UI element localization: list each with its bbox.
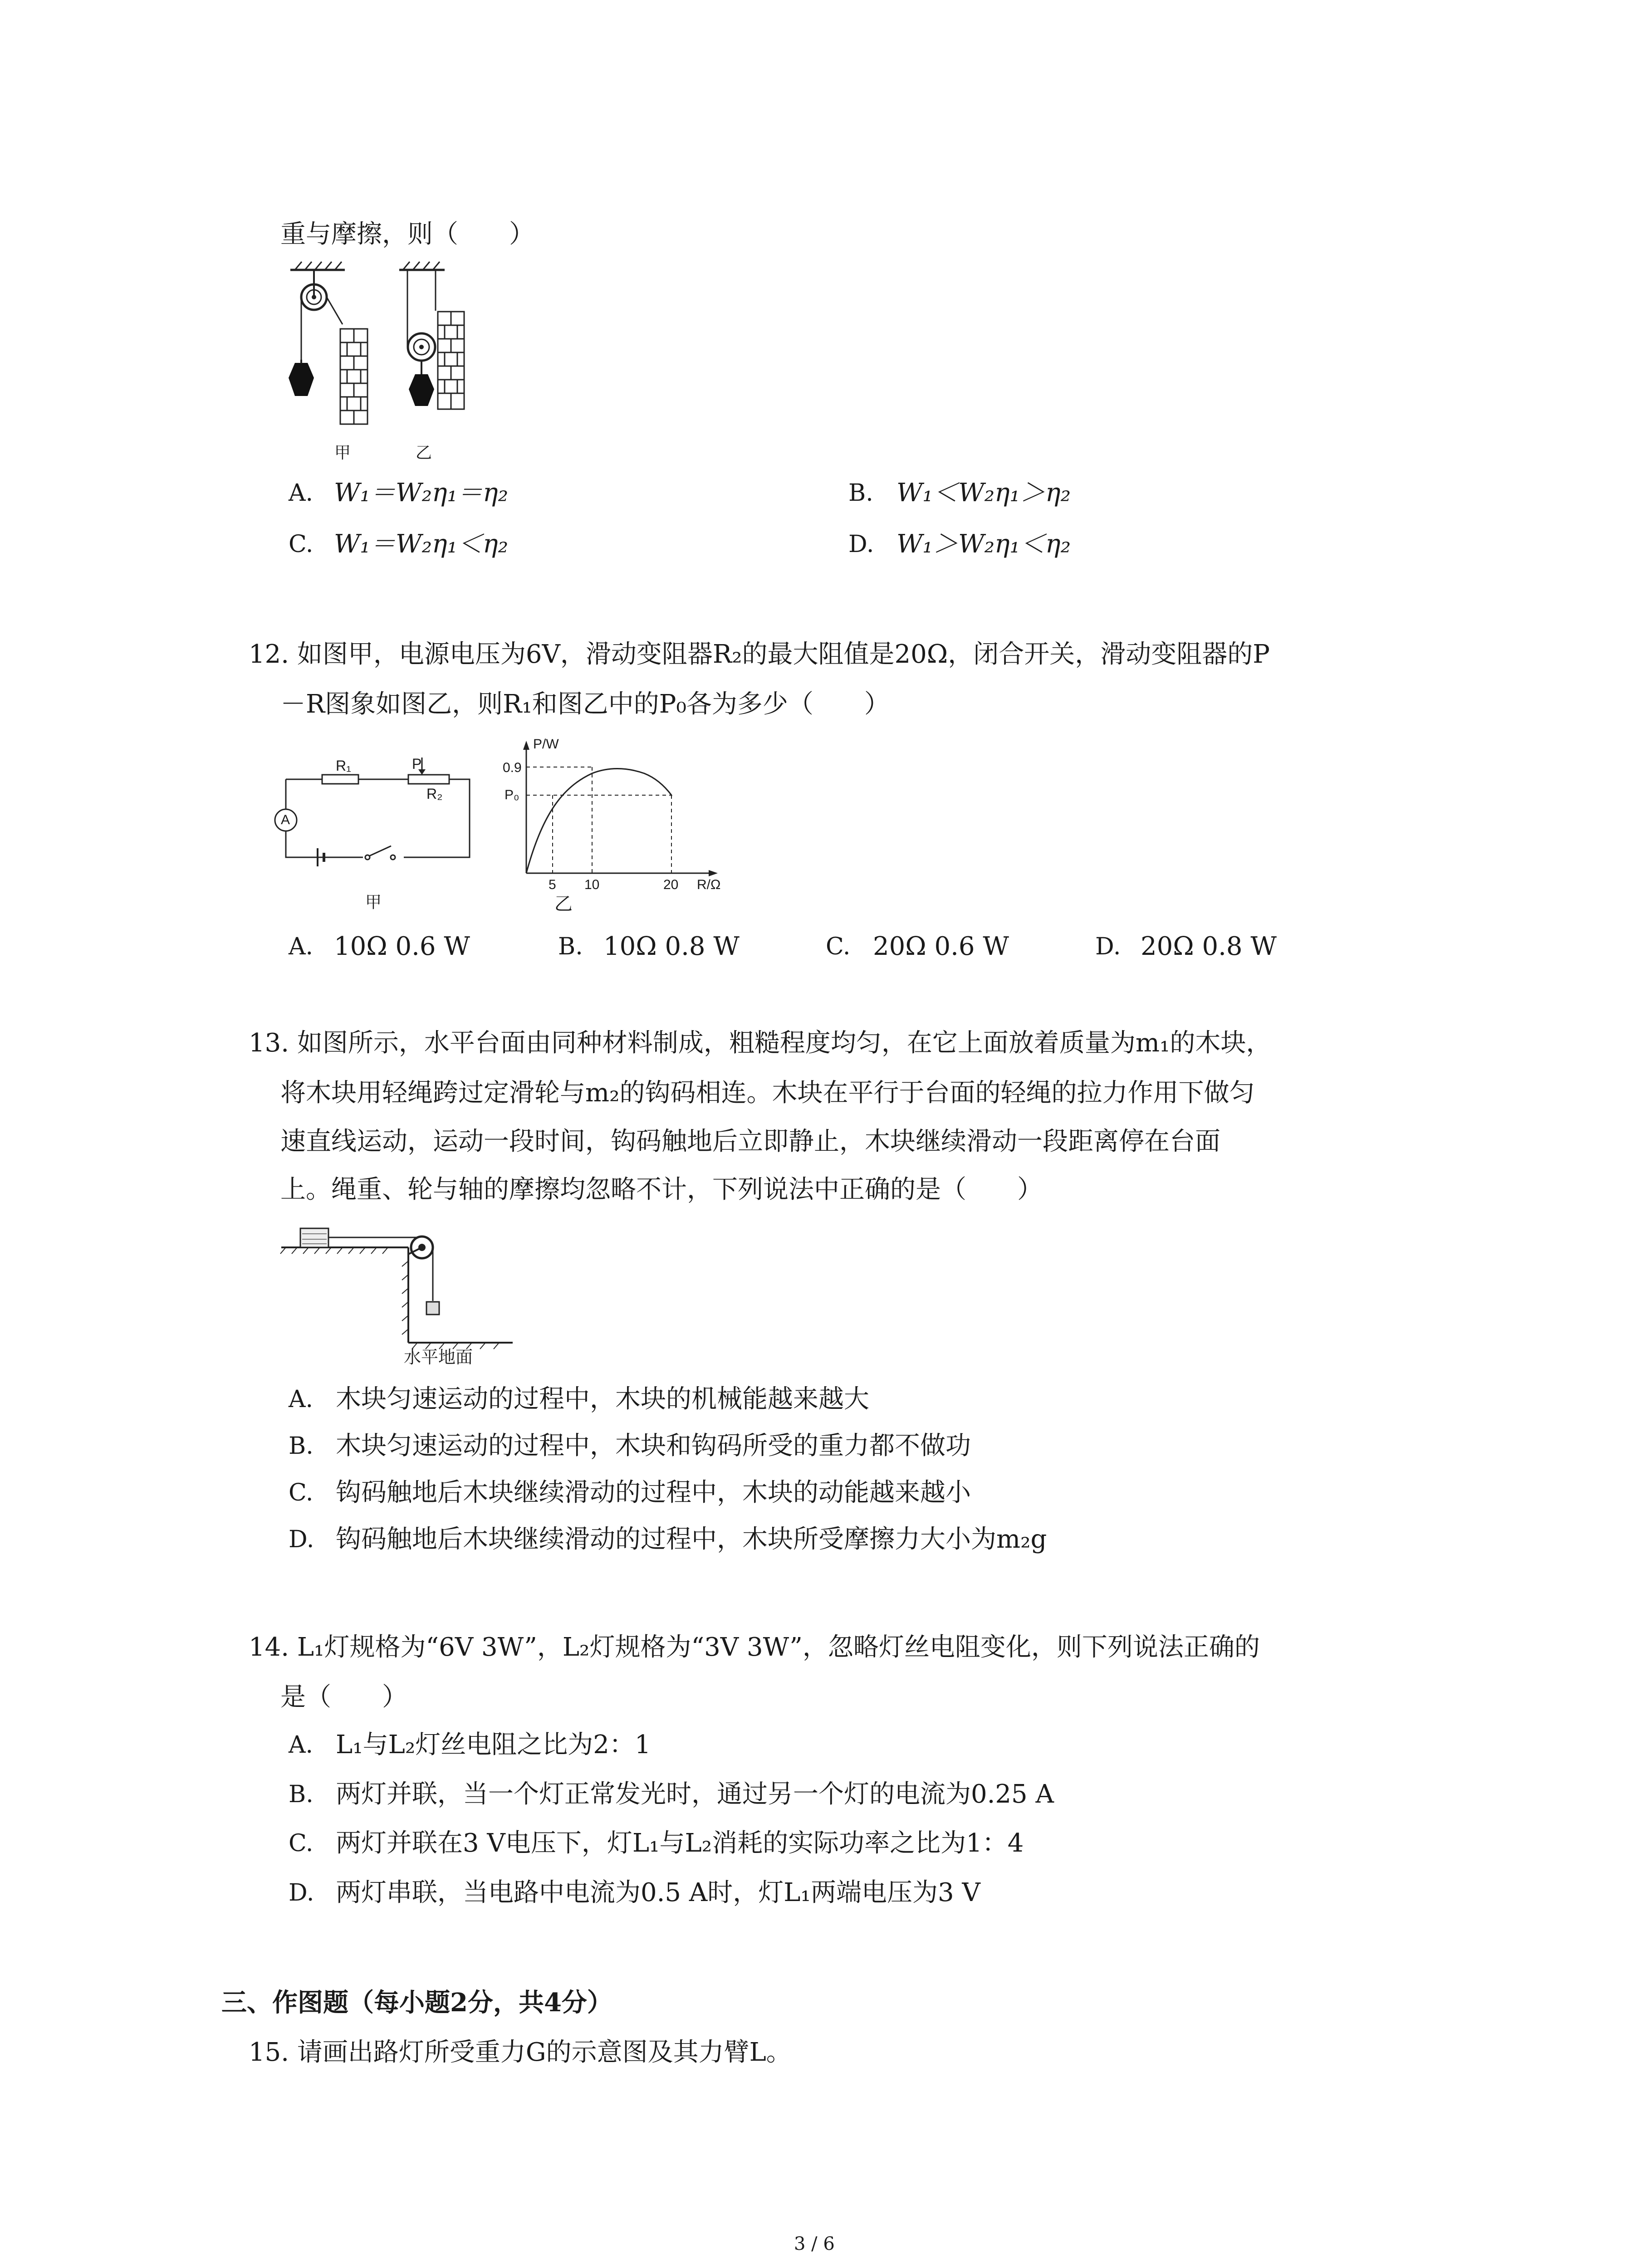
page-number: 3 / 6 [794,2234,835,2254]
q12-option-a-letter: A. [289,933,314,960]
q12-graph-xtick-10: 10 [584,877,600,892]
q13-option-d: 钩码触地后木块继续滑动的过程中，木块所受摩擦力大小为m₂g [336,1525,1047,1554]
q12-option-c-letter: C. [826,933,851,960]
q14-option-c: 两灯并联在3 V电压下，灯L₁与L₂消耗的实际功率之比为1：4 [336,1828,1024,1858]
q11-option-b: W₁＜W₂η₁＞η₂ [896,478,1071,508]
q13-option-a-letter: A. [289,1386,314,1413]
q11-pulley-figure [263,261,499,474]
q12-option-a: 10Ω 0.6 W [334,932,470,961]
q12-graph-ylabel: P/W [533,737,559,752]
section-3-heading: 三、作图题（每小题2分，共4分） [221,1988,612,2018]
q14-option-c-letter: C. [289,1830,314,1857]
q13-option-b-letter: B. [289,1432,314,1460]
q12-circuit-r2-label: R₂ [426,786,443,802]
q14-option-a-letter: A. [289,1731,314,1759]
q12-option-d-letter: D. [1095,933,1121,960]
q13-stem-line1: 13. 如图所示，水平台面由同种材料制成，粗糙程度均匀，在它上面放着质量为m₁的木块， [249,1028,1272,1058]
q11-option-b-letter: B. [848,479,873,507]
q12-graph-xlabel: R/Ω [697,877,721,892]
q12-graph-xtick-20: 20 [663,877,679,892]
q11-option-d-letter: D. [848,531,874,558]
q13-option-b: 木块匀速运动的过程中，木块和钩码所受的重力都不做功 [336,1431,971,1461]
q14-option-b-letter: B. [289,1781,314,1808]
q11-fig-label-left: 甲 [334,443,351,462]
q12-circuit-diagram [272,753,481,880]
q13-stem-line4: 上。绳重、轮与轴的摩擦均忽略不计，下列说法中正确的是（ ） [280,1175,1043,1204]
q12-stem-line1: 12. 如图甲，电源电压为6V，滑动变阻器R₂的最大阻值是20Ω，闭合开关，滑动变阻器的P [249,640,1270,669]
q14-stem-line1: 14. L₁灯规格为“6V 3W”，L₂灯规格为“3V 3W”，忽略灯丝电阻变化，则下列说法正确的 [249,1633,1260,1662]
q12-circuit-caption: 甲 [365,893,382,911]
q14-stem-line2: 是（ ） [280,1682,407,1712]
q13-table-pulley-figure [272,1220,526,1356]
q14-option-b: 两灯并联，当一个灯正常发光时，通过另一个灯的电流为0.25 A [336,1779,1054,1809]
q11-option-c-letter: C. [289,531,314,558]
q12-graph-xtick-5: 5 [549,877,556,892]
q13-stem-line2: 将木块用轻绳跨过定滑轮与m₂的钩码相连。木块在平行于台面的轻绳的拉力作用下做匀 [280,1078,1255,1108]
q12-circuit-r1-label: R₁ [336,758,351,774]
q11-stem-tail: 重与摩擦，则（ ） [280,220,534,249]
q13-option-a: 木块匀速运动的过程中，木块的机械能越来越大 [336,1384,869,1414]
q12-pr-graph [499,737,735,891]
q14-option-a: L₁与L₂灯丝电阻之比为2：1 [336,1730,651,1760]
q13-option-c: 钩码触地后木块继续滑动的过程中，木块的动能越来越小 [336,1478,971,1507]
q11-fig-label-right: 乙 [416,443,432,462]
q12-option-c: 20Ω 0.6 W [873,932,1009,961]
q12-option-b-letter: B. [558,933,583,960]
q12-circuit-ammeter-label: A [281,812,290,827]
q14-option-d: 两灯串联，当电路中电流为0.5 A时，灯L₁两端电压为3 V [336,1878,980,1907]
q12-circuit-p-label: P [412,756,422,772]
q15-stem: 15. 请画出路灯所受重力G的示意图及其力臂L。 [249,2038,792,2067]
q11-option-c: W₁＝W₂η₁＜η₂ [334,529,509,559]
q13-stem-line3: 速直线运动，运动一段时间，钩码触地后立即静止，木块继续滑动一段距离停在台面 [280,1127,1220,1156]
q11-option-a-letter: A. [289,479,314,507]
q11-option-a: W₁＝W₂η₁＝η₂ [334,478,509,508]
q14-option-d-letter: D. [289,1879,314,1906]
q12-option-b: 10Ω 0.8 W [603,932,740,961]
q12-graph-caption: 乙 [554,894,573,914]
q13-option-d-letter: D. [289,1526,314,1553]
q13-option-c-letter: C. [289,1479,314,1506]
q12-graph-ytick-top: 0.9 [503,760,522,775]
q11-option-d: W₁＞W₂η₁＜η₂ [896,529,1071,559]
q12-stem-line2: －R图象如图乙，则R₁和图乙中的P₀各为多少（ ） [280,689,890,719]
q12-graph-ytick-p0: P₀ [505,787,519,802]
q13-fig-caption: 水平地面 [404,1348,473,1367]
q12-option-d: 20Ω 0.8 W [1141,932,1277,961]
